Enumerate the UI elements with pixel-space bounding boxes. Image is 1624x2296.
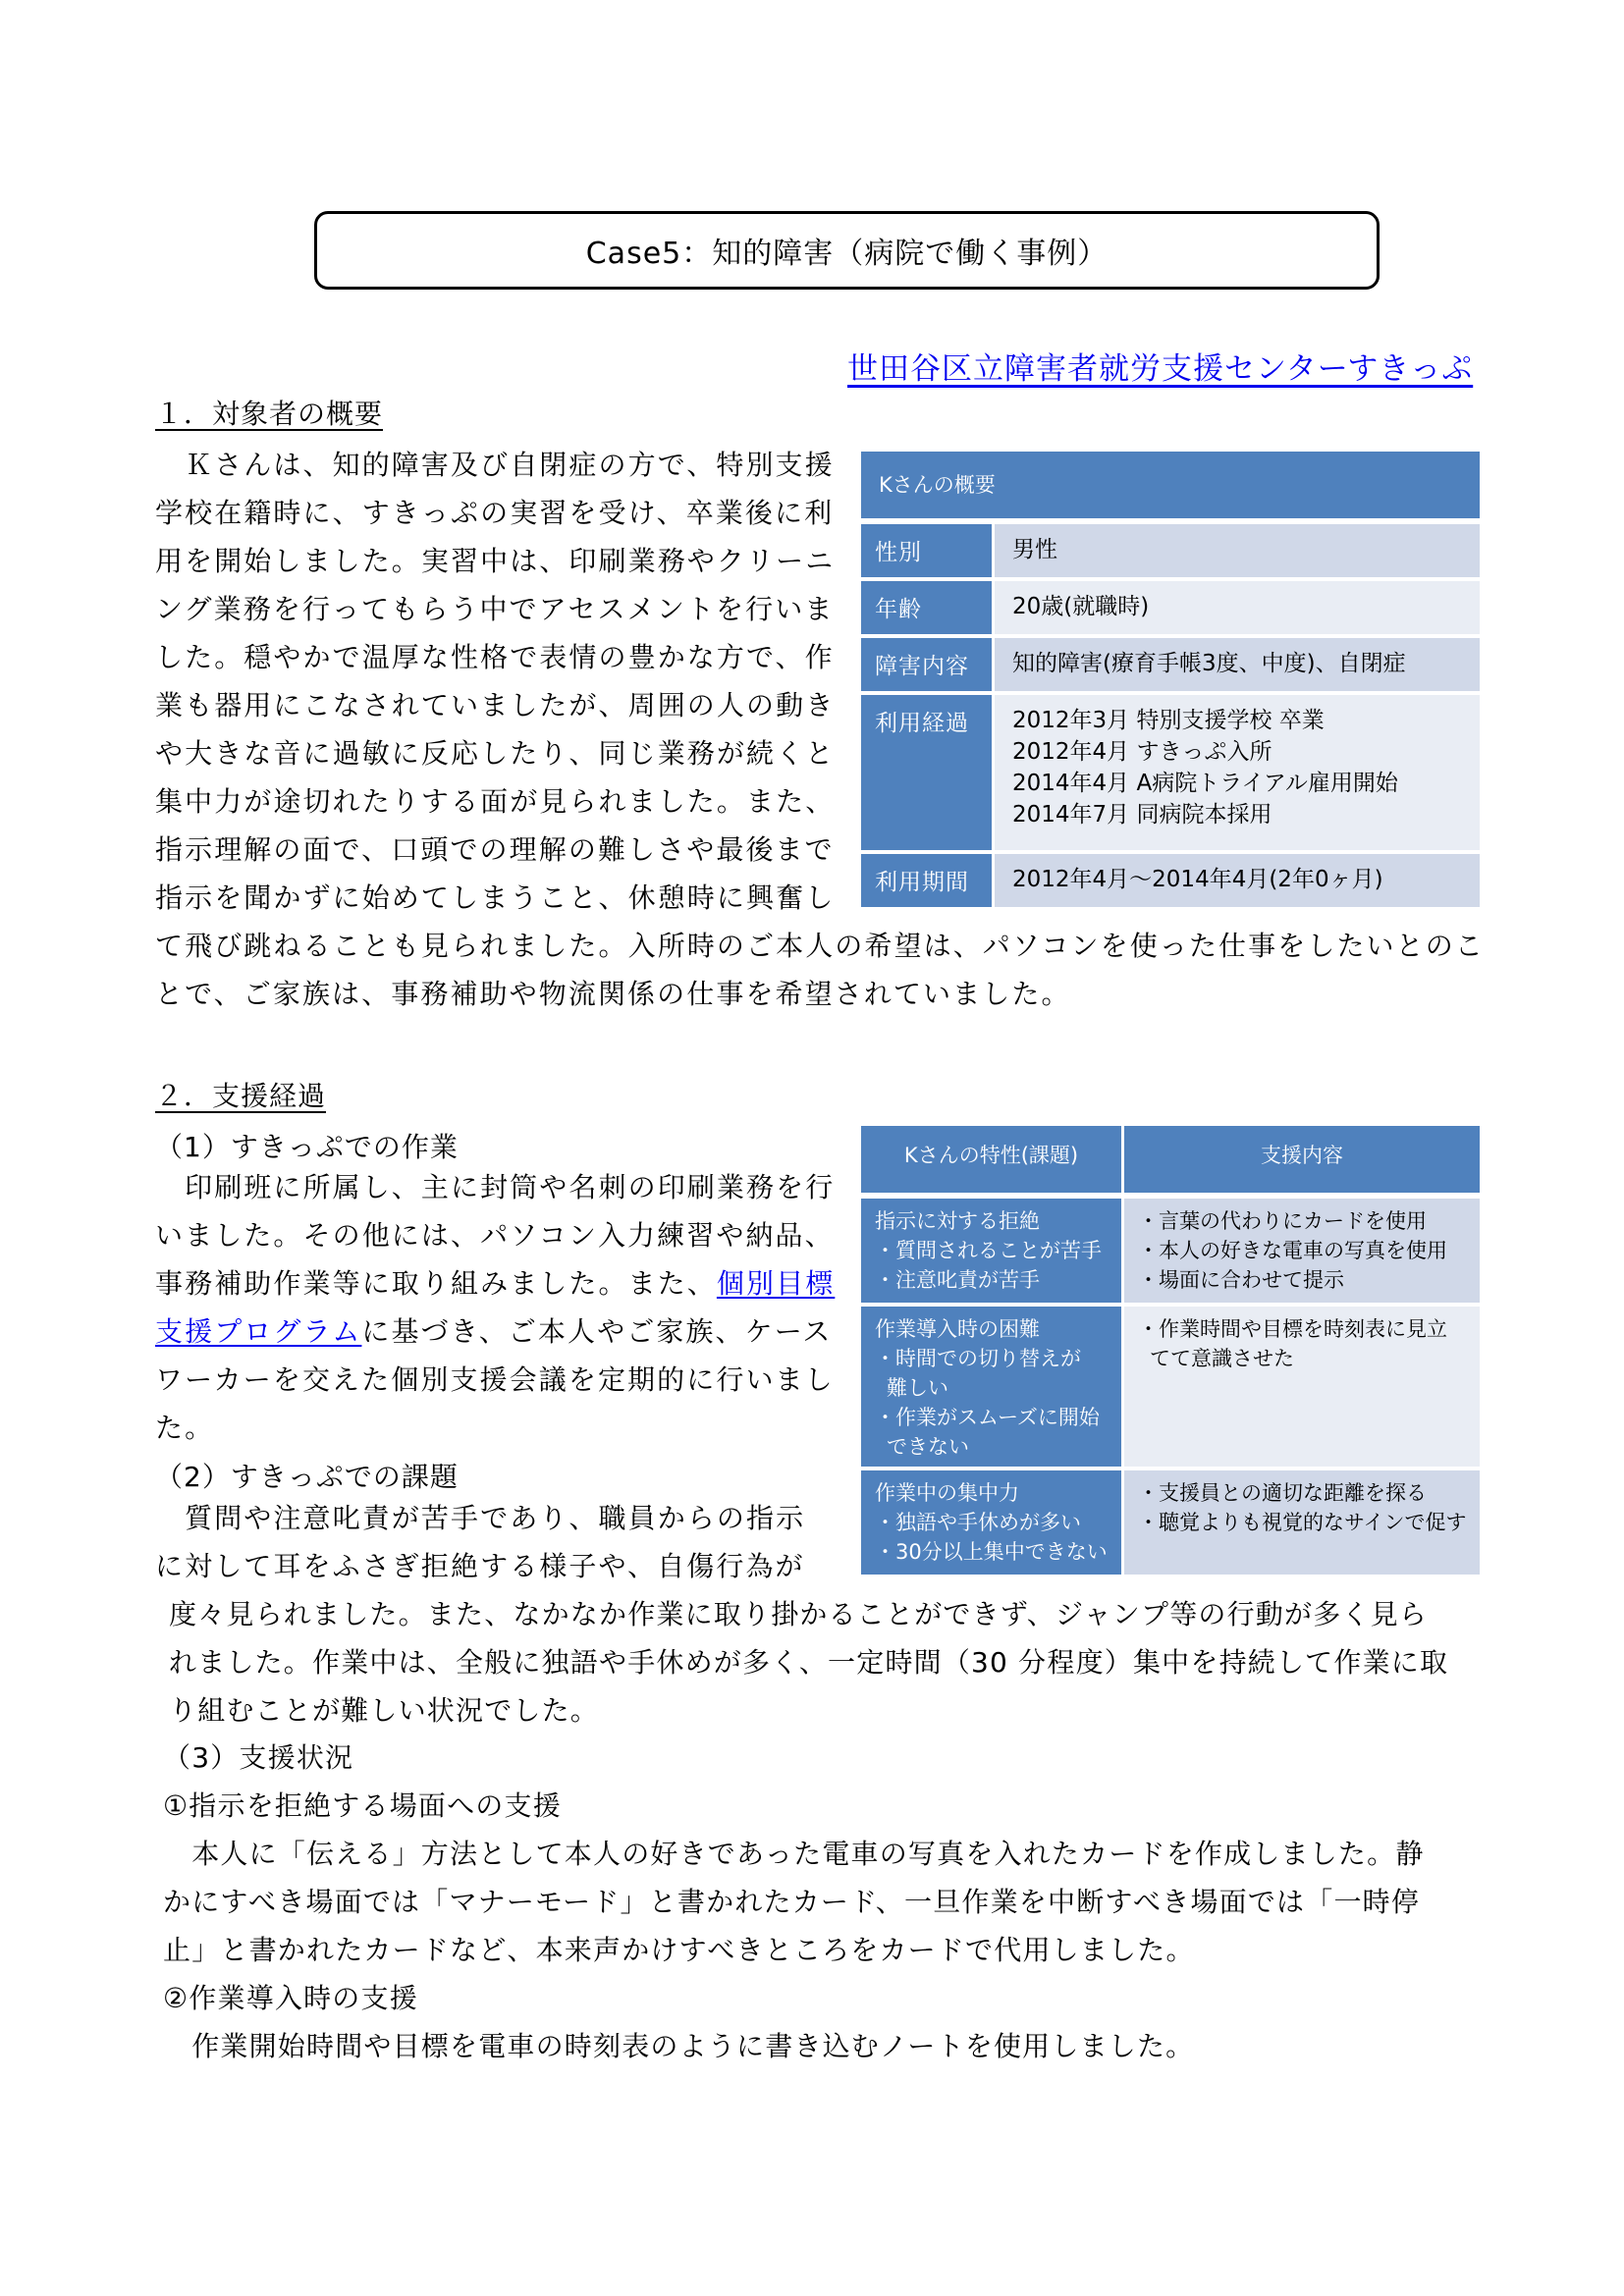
profile-value-line: 2014年4月 A病院トライアル雇用開始 xyxy=(1012,771,1398,796)
profile-table xyxy=(861,452,1480,911)
profile-value xyxy=(995,581,1480,634)
profile-value-line: 2012年3月 特別支援学校 卒業 xyxy=(1012,708,1325,733)
sub2-paragraph-continued xyxy=(169,1590,1448,1735)
profile-value xyxy=(995,524,1480,577)
profile-key: 利用経過 xyxy=(861,695,992,850)
sub3-heading: （3）支援状況 xyxy=(163,1741,354,1774)
paragraph-line: り組むことが難しい状況でした。 xyxy=(169,1694,600,1727)
paragraph-line: 質問や注意叱責が苦手であり、職員からの指示 xyxy=(155,1502,806,1534)
support-line: ・本人の好きな電車の写真を使用 xyxy=(1138,1239,1447,1262)
trait-cell xyxy=(861,1199,1121,1303)
item2-heading: ②作業導入時の支援 xyxy=(163,1982,418,2014)
profile-key: 年齢 xyxy=(861,581,992,634)
support-line: ・支援員との適切な距離を探る xyxy=(1138,1481,1427,1505)
paragraph-line: 業も器用にこなされていましたが、周囲の人の動き xyxy=(155,689,836,721)
trait-line: ・時間での切り替えが xyxy=(875,1347,1081,1370)
trait-line: 難しい xyxy=(887,1376,948,1400)
section2-heading: ２．支援経過 xyxy=(155,1080,327,1112)
support-cell xyxy=(1124,1307,1480,1467)
support-cell xyxy=(1124,1199,1480,1303)
sub3-block xyxy=(163,1734,1425,2070)
trait-line: 作業中の集中力 xyxy=(875,1481,1019,1505)
section1-heading: １．対象者の概要 xyxy=(155,398,384,430)
support-line: ・作業時間や目標を時刻表に見立 xyxy=(1138,1317,1447,1341)
support-row xyxy=(861,1307,1480,1467)
trait-line: ・30分以上集中できない xyxy=(875,1540,1108,1564)
support-row xyxy=(861,1470,1480,1575)
profile-value xyxy=(995,638,1480,691)
paragraph-line: した。穏やかで温厚な性格で表情の豊かな方で、作 xyxy=(155,641,835,673)
page-title xyxy=(314,211,1380,290)
trait-line: ・注意叱責が苦手 xyxy=(875,1268,1040,1292)
paragraph-line: れました。作業中は、全般に独語や手休めが多く、一定時間（30 分程度）集中を持続して作業に取 xyxy=(169,1646,1449,1679)
paragraph-line: に対して耳をふさぎ拒絶する様子や、自傷行為が xyxy=(155,1550,805,1582)
paragraph-line: 作業開始時間や目標を電車の時刻表のように書き込むノートを使用しました。 xyxy=(163,2030,1195,2062)
paragraph-line xyxy=(155,1259,835,1308)
trait-line: ・質問されることが苦手 xyxy=(875,1239,1102,1262)
trait-line: ・作業がスムーズに開始 xyxy=(875,1406,1100,1429)
profile-value-line: 20歳(就職時) xyxy=(1012,594,1150,619)
paragraph-line: た。 xyxy=(155,1412,215,1444)
trait-line: 作業導入時の困難 xyxy=(875,1317,1040,1341)
paragraph-line: 本人に「伝える」方法として本人の好きであった電車の写真を入れたカードを作成しました。静 xyxy=(163,1838,1425,1870)
profile-value xyxy=(995,854,1480,907)
sub2-heading: （2）すきっぷでの課題 xyxy=(155,1461,459,1493)
paragraph-line: 集中力が途切れたりする面が見られました。また、 xyxy=(155,785,836,818)
trait-cell xyxy=(861,1470,1121,1575)
header-support: 支援内容 xyxy=(1124,1126,1480,1193)
organization-link[interactable]: 世田谷区立障害者就労支援センターすきっぷ xyxy=(847,351,1474,387)
profile-value-line: 2012年4月～2014年4月(2年0ヶ月) xyxy=(1012,867,1383,892)
paragraph-line: 度々見られました。また、なかなか作業に取り掛かることができず、ジャンプ等の行動が多く見ら xyxy=(169,1598,1429,1630)
profile-row-gender xyxy=(861,524,1480,577)
profile-row-disability xyxy=(861,638,1480,691)
paragraph-line: Ｋさんは、知的障害及び自閉症の方で、特別支援 xyxy=(155,449,835,481)
support-table xyxy=(861,1126,1480,1578)
paragraph-line: 学校在籍時に、すきっぷの実習を受け、卒業後に利 xyxy=(155,497,835,529)
profile-value-line: 知的障害(療育手帳3度、中度)、自閉症 xyxy=(1012,651,1406,676)
sub1-paragraph xyxy=(155,1163,835,1452)
profile-key: 性別 xyxy=(861,524,992,577)
trait-line: ・独語や手休めが多い xyxy=(875,1511,1081,1534)
profile-value-line: 2014年7月 同病院本採用 xyxy=(1012,802,1272,828)
profile-value xyxy=(995,695,1480,850)
paragraph-line: とで、ご家族は、事務補助や物流関係の仕事を希望されていました。 xyxy=(155,978,1071,1010)
profile-row-period xyxy=(861,854,1480,907)
profile-value-line: 男性 xyxy=(1012,537,1057,562)
trait-line: 指示に対する拒絶 xyxy=(875,1209,1040,1233)
sub1-heading: （1）すきっぷでの作業 xyxy=(155,1131,459,1163)
trait-line: できない xyxy=(887,1435,969,1459)
individual-goal-program-link[interactable]: 支援プログラム xyxy=(155,1315,362,1348)
item1-heading: ①指示を拒絶する場面への支援 xyxy=(163,1789,562,1822)
support-line: ・聴覚よりも視覚的なサインで促す xyxy=(1138,1511,1467,1534)
paragraph-line: 印刷班に所属し、主に封筒や名刺の印刷業務を行 xyxy=(155,1171,836,1203)
support-line: ・場面に合わせて提示 xyxy=(1138,1268,1344,1292)
profile-key: 利用期間 xyxy=(861,854,992,907)
paragraph-line: ワーカーを交えた個別支援会議を定期的に行いまし xyxy=(155,1363,835,1396)
individual-goal-program-link[interactable]: 個別目標 xyxy=(716,1267,836,1300)
profile-table-header: Kさんの概要 xyxy=(861,452,1480,518)
sub2-paragraph xyxy=(155,1494,805,1590)
support-table-header xyxy=(861,1126,1480,1193)
header-trait: Kさんの特性(課題) xyxy=(861,1126,1121,1193)
paragraph-line: や大きな音に過敏に反応したり、同じ業務が続くと xyxy=(155,737,836,770)
paragraph-line: いました。その他には、パソコン入力練習や納品、 xyxy=(155,1219,835,1252)
paragraph-line: て飛び跳ねることも見られました。入所時のご本人の希望は、パソコンを使った仕事をしたいとのこ xyxy=(155,930,1485,962)
profile-row-age xyxy=(861,581,1480,634)
profile-value-line: 2012年4月 すきっぷ入所 xyxy=(1012,739,1272,765)
paragraph-text: 事務補助作業等に取り組みました。また、 xyxy=(155,1267,717,1300)
page-title-text: Case5：知的障害（病院で働く事例） xyxy=(585,237,1109,271)
paragraph-line: 用を開始しました。実習中は、印刷業務やクリーニ xyxy=(155,545,836,577)
paragraph-line: 止」と書かれたカードなど、本来声かけすべきところをカードで代用しました。 xyxy=(163,1934,1195,1966)
paragraph-text: に基づき、ご本人やご家族、ケース xyxy=(361,1315,833,1348)
paragraph-line xyxy=(155,1308,835,1356)
paragraph-line: かにすべき場面では「マナーモード」と書かれたカード、一旦作業を中断すべき場面では「一時停 xyxy=(163,1886,1421,1918)
trait-cell xyxy=(861,1307,1121,1467)
paragraph-line: 指示を聞かずに始めてしまうこと、休憩時に興奮し xyxy=(155,881,836,914)
support-line: てて意識させた xyxy=(1150,1347,1294,1370)
support-cell xyxy=(1124,1470,1480,1575)
profile-row-history xyxy=(861,695,1480,850)
support-line: ・言葉の代わりにカードを使用 xyxy=(1138,1209,1427,1233)
paragraph-line: 指示理解の面で、口頭での理解の難しさや最後まで xyxy=(155,833,835,866)
paragraph-line: ング業務を行ってもらう中でアセスメントを行いま xyxy=(155,593,835,625)
support-row xyxy=(861,1199,1480,1303)
profile-key: 障害内容 xyxy=(861,638,992,691)
